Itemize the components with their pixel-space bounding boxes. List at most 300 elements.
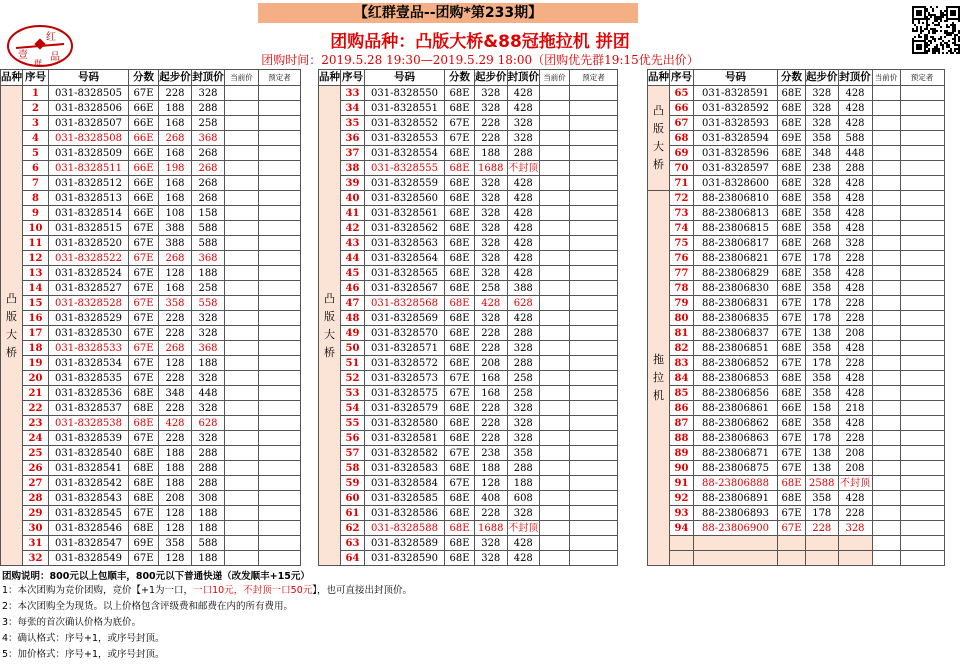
row-number: 42 [341,221,365,236]
bidder-cell[interactable] [900,221,944,236]
bidder-cell[interactable] [570,161,618,176]
phone-number: 031-8328596 [694,146,778,161]
bidder-cell[interactable] [900,266,944,281]
row-number: 62 [341,521,365,536]
start-price: 328 [475,236,508,251]
bidder-cell[interactable] [900,281,944,296]
table-row [1,506,301,521]
bidder-cell[interactable] [570,176,618,191]
phone-number: 031-8328580 [365,416,445,431]
bidder-cell[interactable] [259,281,301,296]
bidder-cell[interactable] [570,116,618,131]
current-price-cell[interactable] [872,356,900,371]
bidder-cell[interactable] [259,506,301,521]
current-price-cell[interactable] [540,326,570,341]
table-row [648,236,945,251]
current-price-cell[interactable] [872,191,900,206]
table-row [319,521,618,536]
table-row [648,326,945,341]
current-price-cell[interactable] [225,101,259,116]
note-text: 1：本次团购为竞价团购，竞价【+1为一口， [2,585,194,596]
start-price: 328 [475,266,508,281]
current-price-cell[interactable] [225,551,259,566]
cap-price: 188 [507,476,540,491]
current-price-cell[interactable] [872,386,900,401]
current-price-cell[interactable] [872,371,900,386]
start-price: 128 [159,551,192,566]
score: 68E [445,191,475,206]
bidder-cell[interactable] [900,326,944,341]
cap-price: 368 [192,131,225,146]
bidder-cell[interactable] [259,521,301,536]
current-price-cell[interactable] [225,521,259,536]
current-price-cell[interactable] [225,416,259,431]
current-price-cell[interactable] [872,131,900,146]
row-number: 49 [341,326,365,341]
current-price-cell[interactable] [540,476,570,491]
current-price-cell[interactable] [225,146,259,161]
start-price: 258 [475,281,508,296]
bidder-cell[interactable] [570,251,618,266]
current-price-cell[interactable] [872,431,900,446]
current-price-cell[interactable] [872,161,900,176]
score: 68E [129,491,159,506]
current-price-cell[interactable] [540,296,570,311]
empty-cell [838,536,872,551]
current-price-cell[interactable] [540,401,570,416]
current-price-cell[interactable] [872,236,900,251]
cap-price: 不封顶 [508,162,539,174]
score: 66E [129,191,159,206]
phone-number: 88-23806900 [694,521,778,536]
current-price-cell[interactable] [540,521,570,536]
bidder-cell[interactable] [259,251,301,266]
current-price-cell[interactable] [872,446,900,461]
bidder-cell[interactable] [259,326,301,341]
table-row [319,146,618,161]
current-price-cell[interactable] [872,146,900,161]
cap-price: 188 [192,551,225,566]
current-price-cell[interactable] [540,266,570,281]
row-number: 69 [670,146,694,161]
table-row [648,116,945,131]
current-price-cell[interactable] [872,296,900,311]
bidder-cell[interactable] [570,341,618,356]
bidder-cell[interactable] [570,461,618,476]
start-price: 358 [806,491,839,506]
bidder-cell[interactable] [259,386,301,401]
start-price: 168 [159,146,192,161]
current-price-cell[interactable] [540,221,570,236]
bidder-cell[interactable] [570,146,618,161]
current-price-cell[interactable] [540,506,570,521]
current-price-cell[interactable] [225,176,259,191]
bidder-cell[interactable] [570,206,618,221]
current-price-cell[interactable] [225,206,259,221]
cap-price: 428 [838,101,872,116]
current-price-cell[interactable] [872,176,900,191]
current-price-cell[interactable] [225,281,259,296]
current-price-cell[interactable] [225,161,259,176]
bidder-cell[interactable] [570,191,618,206]
notes [2,570,702,663]
score: 68E [778,206,806,221]
current-price-cell[interactable] [225,401,259,416]
current-price-cell[interactable] [540,536,570,551]
score: 68E [445,296,475,311]
current-price-cell[interactable] [225,491,259,506]
current-price-cell[interactable] [872,281,900,296]
bidder-cell[interactable] [570,131,618,146]
current-price-cell[interactable] [540,446,570,461]
bidder-cell[interactable] [570,476,618,491]
bidder-cell[interactable] [570,266,618,281]
current-price-cell[interactable] [872,341,900,356]
table-row [648,266,945,281]
bidder-cell[interactable] [259,206,301,221]
bidder-cell[interactable] [900,506,944,521]
current-price-cell[interactable] [872,521,900,536]
bidder-cell[interactable] [259,86,301,101]
start-price: 238 [806,161,839,176]
current-price-cell[interactable] [540,176,570,191]
bidder-cell[interactable] [570,356,618,371]
cap-price: 428 [507,101,540,116]
bidder-cell[interactable] [900,191,944,206]
phone-number: 031-8328508 [49,131,129,146]
column-header: 分数 [445,70,475,86]
current-price-cell[interactable] [540,191,570,206]
bidder-cell[interactable] [900,206,944,221]
phone-number: 031-8328541 [49,461,129,476]
bidder-cell[interactable] [900,371,944,386]
current-price-cell[interactable] [872,326,900,341]
bidder-cell[interactable] [259,551,301,566]
bidder-cell[interactable] [259,221,301,236]
current-price-cell[interactable] [225,446,259,461]
table-row [319,251,618,266]
bidder-cell[interactable] [259,116,301,131]
bidder-cell[interactable] [259,401,301,416]
bidder-cell[interactable] [900,311,944,326]
start-price: 168 [159,176,192,191]
phone-number: 031-8328559 [365,176,445,191]
bidder-cell[interactable] [570,296,618,311]
current-price-cell[interactable] [872,476,900,491]
score: 67E [778,446,806,461]
current-price-cell[interactable] [225,371,259,386]
score: 67E [445,476,475,491]
bidder-cell[interactable] [259,461,301,476]
phone-number: 88-23806891 [694,491,778,506]
bidder-cell[interactable] [570,101,618,116]
cap-price: 258 [507,386,540,401]
bidder-cell[interactable] [900,131,944,146]
table-row [1,311,301,326]
current-price-cell[interactable] [540,281,570,296]
current-price-cell[interactable] [225,311,259,326]
current-price-cell[interactable] [872,401,900,416]
bidder-cell[interactable] [570,416,618,431]
bidder-cell[interactable] [259,536,301,551]
bidder-cell[interactable] [900,146,944,161]
cap-price: 328 [192,401,225,416]
current-price-cell[interactable] [540,116,570,131]
current-price-cell[interactable] [540,431,570,446]
cap-price: 158 [192,206,225,221]
table-row [648,281,945,296]
current-price-cell[interactable] [225,341,259,356]
current-price-cell[interactable] [225,221,259,236]
current-price-cell[interactable] [540,206,570,221]
current-price-cell[interactable] [872,206,900,221]
bidder-cell[interactable] [259,296,301,311]
current-price-cell[interactable] [225,86,259,101]
bidder-cell[interactable] [259,491,301,506]
current-price-cell[interactable] [540,416,570,431]
bidder-cell[interactable] [900,161,944,176]
phone-number: 031-8328540 [49,446,129,461]
phone-number: 031-8328515 [49,221,129,236]
cap-price: 288 [192,476,225,491]
score: 67E [129,266,159,281]
table-row [648,176,945,191]
bidder-cell[interactable] [259,176,301,191]
bidder-cell[interactable] [259,341,301,356]
score: 68E [445,536,475,551]
table-row [1,521,301,536]
note-text: 】，也可直接出封顶价。 [312,585,413,596]
phone-number: 031-8328505 [49,86,129,101]
current-price-cell[interactable] [225,251,259,266]
bidder-cell[interactable] [900,176,944,191]
current-price-cell[interactable] [540,101,570,116]
start-price: 358 [159,536,192,551]
current-price-cell[interactable] [225,131,259,146]
table-row [319,86,618,101]
bidder-cell[interactable] [570,536,618,551]
bidder-cell[interactable] [570,551,618,566]
current-price-cell[interactable] [225,506,259,521]
cap-price: 288 [507,146,540,161]
current-price-cell[interactable] [540,131,570,146]
bidder-cell[interactable] [259,311,301,326]
phone-number: 031-8328582 [365,446,445,461]
current-price-cell[interactable] [540,341,570,356]
bidder-cell[interactable] [900,431,944,446]
current-price-cell[interactable] [872,221,900,236]
score: 67E [445,446,475,461]
phone-number: 031-8328592 [694,101,778,116]
current-price-cell[interactable] [872,506,900,521]
table-row [648,521,945,536]
bidder-cell[interactable] [900,101,944,116]
current-price-cell[interactable] [540,356,570,371]
phone-number: 031-8328529 [49,311,129,326]
bidder-cell[interactable] [570,326,618,341]
bidder-cell[interactable] [259,371,301,386]
current-price-cell[interactable] [540,146,570,161]
phone-number: 031-8328538 [49,416,129,431]
bidder-cell[interactable] [900,416,944,431]
start-price: 178 [806,311,839,326]
bidder-cell[interactable] [570,236,618,251]
start-price: 268 [159,131,192,146]
bidder-cell[interactable] [259,476,301,491]
current-price-cell[interactable] [872,461,900,476]
current-price-cell[interactable] [225,236,259,251]
column-header: 号码 [49,70,129,86]
current-price-cell[interactable] [225,266,259,281]
table-row [319,386,618,401]
bidder-cell[interactable] [259,131,301,146]
table-row [319,401,618,416]
score: 68E [778,236,806,251]
row-number: 86 [670,401,694,416]
page-title: 团购品种：凸版大桥&88冠拖拉机 拼团 [330,32,630,52]
column-header: 预定者 [259,70,301,86]
bidder-cell[interactable] [259,161,301,176]
cap-price: 558 [192,296,225,311]
bidder-cell[interactable] [900,491,944,506]
bidder-cell[interactable] [900,341,944,356]
bidder-cell[interactable] [570,221,618,236]
current-price-cell[interactable] [872,101,900,116]
bidder-cell[interactable] [570,86,618,101]
bidder-cell[interactable] [900,116,944,131]
bidder-cell[interactable] [900,356,944,371]
start-price: 138 [806,461,839,476]
score: 67E [445,116,475,131]
bidder-cell[interactable] [570,521,618,536]
cap-price: 328 [192,311,225,326]
current-price-cell[interactable] [540,371,570,386]
bidder-cell[interactable] [570,386,618,401]
bidder-cell[interactable] [900,236,944,251]
table-row [1,446,301,461]
current-price-cell[interactable] [225,431,259,446]
row-number: 16 [23,311,49,326]
table-row [648,86,945,101]
current-price-cell[interactable] [872,251,900,266]
bidder-cell[interactable] [259,191,301,206]
current-price-cell[interactable] [540,491,570,506]
current-price-cell[interactable] [540,311,570,326]
cap-price: 328 [838,236,872,251]
current-price-cell[interactable] [540,386,570,401]
bidder-cell[interactable] [900,296,944,311]
start-price: 228 [475,506,508,521]
phone-number: 031-8328563 [365,236,445,251]
bidder-cell[interactable] [570,446,618,461]
current-price-cell[interactable] [225,461,259,476]
table-header [319,70,618,86]
phone-number: 88-23806815 [694,221,778,236]
empty-cell [872,551,900,566]
bidder-cell[interactable] [900,251,944,266]
current-price-cell[interactable] [872,416,900,431]
bidder-cell[interactable] [900,461,944,476]
table-row [1,206,301,221]
bidder-cell[interactable] [570,311,618,326]
current-price-cell[interactable] [872,266,900,281]
current-price-cell[interactable] [225,326,259,341]
start-price: 268 [806,236,839,251]
current-price-cell[interactable] [872,116,900,131]
current-price-cell[interactable] [540,86,570,101]
score: 67E [778,461,806,476]
bidder-cell[interactable] [900,86,944,101]
table-row [1,161,301,176]
bidder-cell[interactable] [259,146,301,161]
bidder-cell[interactable] [570,491,618,506]
score: 67E [129,341,159,356]
table-row [319,446,618,461]
current-price-cell[interactable] [225,356,259,371]
current-price-cell[interactable] [540,461,570,476]
current-price-cell[interactable] [872,86,900,101]
cap-price: 328 [192,86,225,101]
current-price-cell[interactable] [225,191,259,206]
current-price-cell[interactable] [225,386,259,401]
current-price-cell[interactable] [540,236,570,251]
current-price-cell[interactable] [872,311,900,326]
bidder-cell[interactable] [900,386,944,401]
cap-price: 328 [507,116,540,131]
bidder-cell[interactable] [900,401,944,416]
row-number: 81 [670,326,694,341]
phone-number: 031-8328583 [365,461,445,476]
phone-number: 88-23806837 [694,326,778,341]
current-price-cell[interactable] [540,551,570,566]
bidder-cell[interactable] [900,476,944,491]
bidder-cell[interactable] [570,506,618,521]
empty-cell [838,551,872,566]
start-price: 2588 [806,476,839,491]
bidder-cell[interactable] [570,371,618,386]
current-price-cell[interactable] [225,536,259,551]
cap-price: 588 [192,536,225,551]
phone-number: 031-8328547 [49,536,129,551]
bidder-cell[interactable] [259,266,301,281]
table-row [1,431,301,446]
bidder-cell[interactable] [259,356,301,371]
cap-price: 428 [838,266,872,281]
bidder-cell[interactable] [570,281,618,296]
current-price-cell[interactable] [540,251,570,266]
bidder-cell[interactable] [259,101,301,116]
bidder-cell[interactable] [570,401,618,416]
bidder-cell[interactable] [259,446,301,461]
current-price-cell[interactable] [225,476,259,491]
current-price-cell[interactable] [225,116,259,131]
start-price: 168 [159,281,192,296]
bidder-cell[interactable] [259,431,301,446]
bidder-cell[interactable] [570,431,618,446]
table-row [1,191,301,206]
bidder-cell[interactable] [900,446,944,461]
current-price-cell[interactable] [872,491,900,506]
notes-head: 团购说明：800元以上包顺丰，800元以下普通快递（改发顺丰+15元） [2,571,310,582]
start-price: 268 [159,341,192,356]
current-price-cell[interactable] [225,296,259,311]
current-price-cell[interactable] [540,161,570,176]
bidder-cell[interactable] [900,521,944,536]
bidder-cell[interactable] [259,416,301,431]
start-price: 228 [159,86,192,101]
table-row [319,416,618,431]
bidder-cell[interactable] [259,236,301,251]
